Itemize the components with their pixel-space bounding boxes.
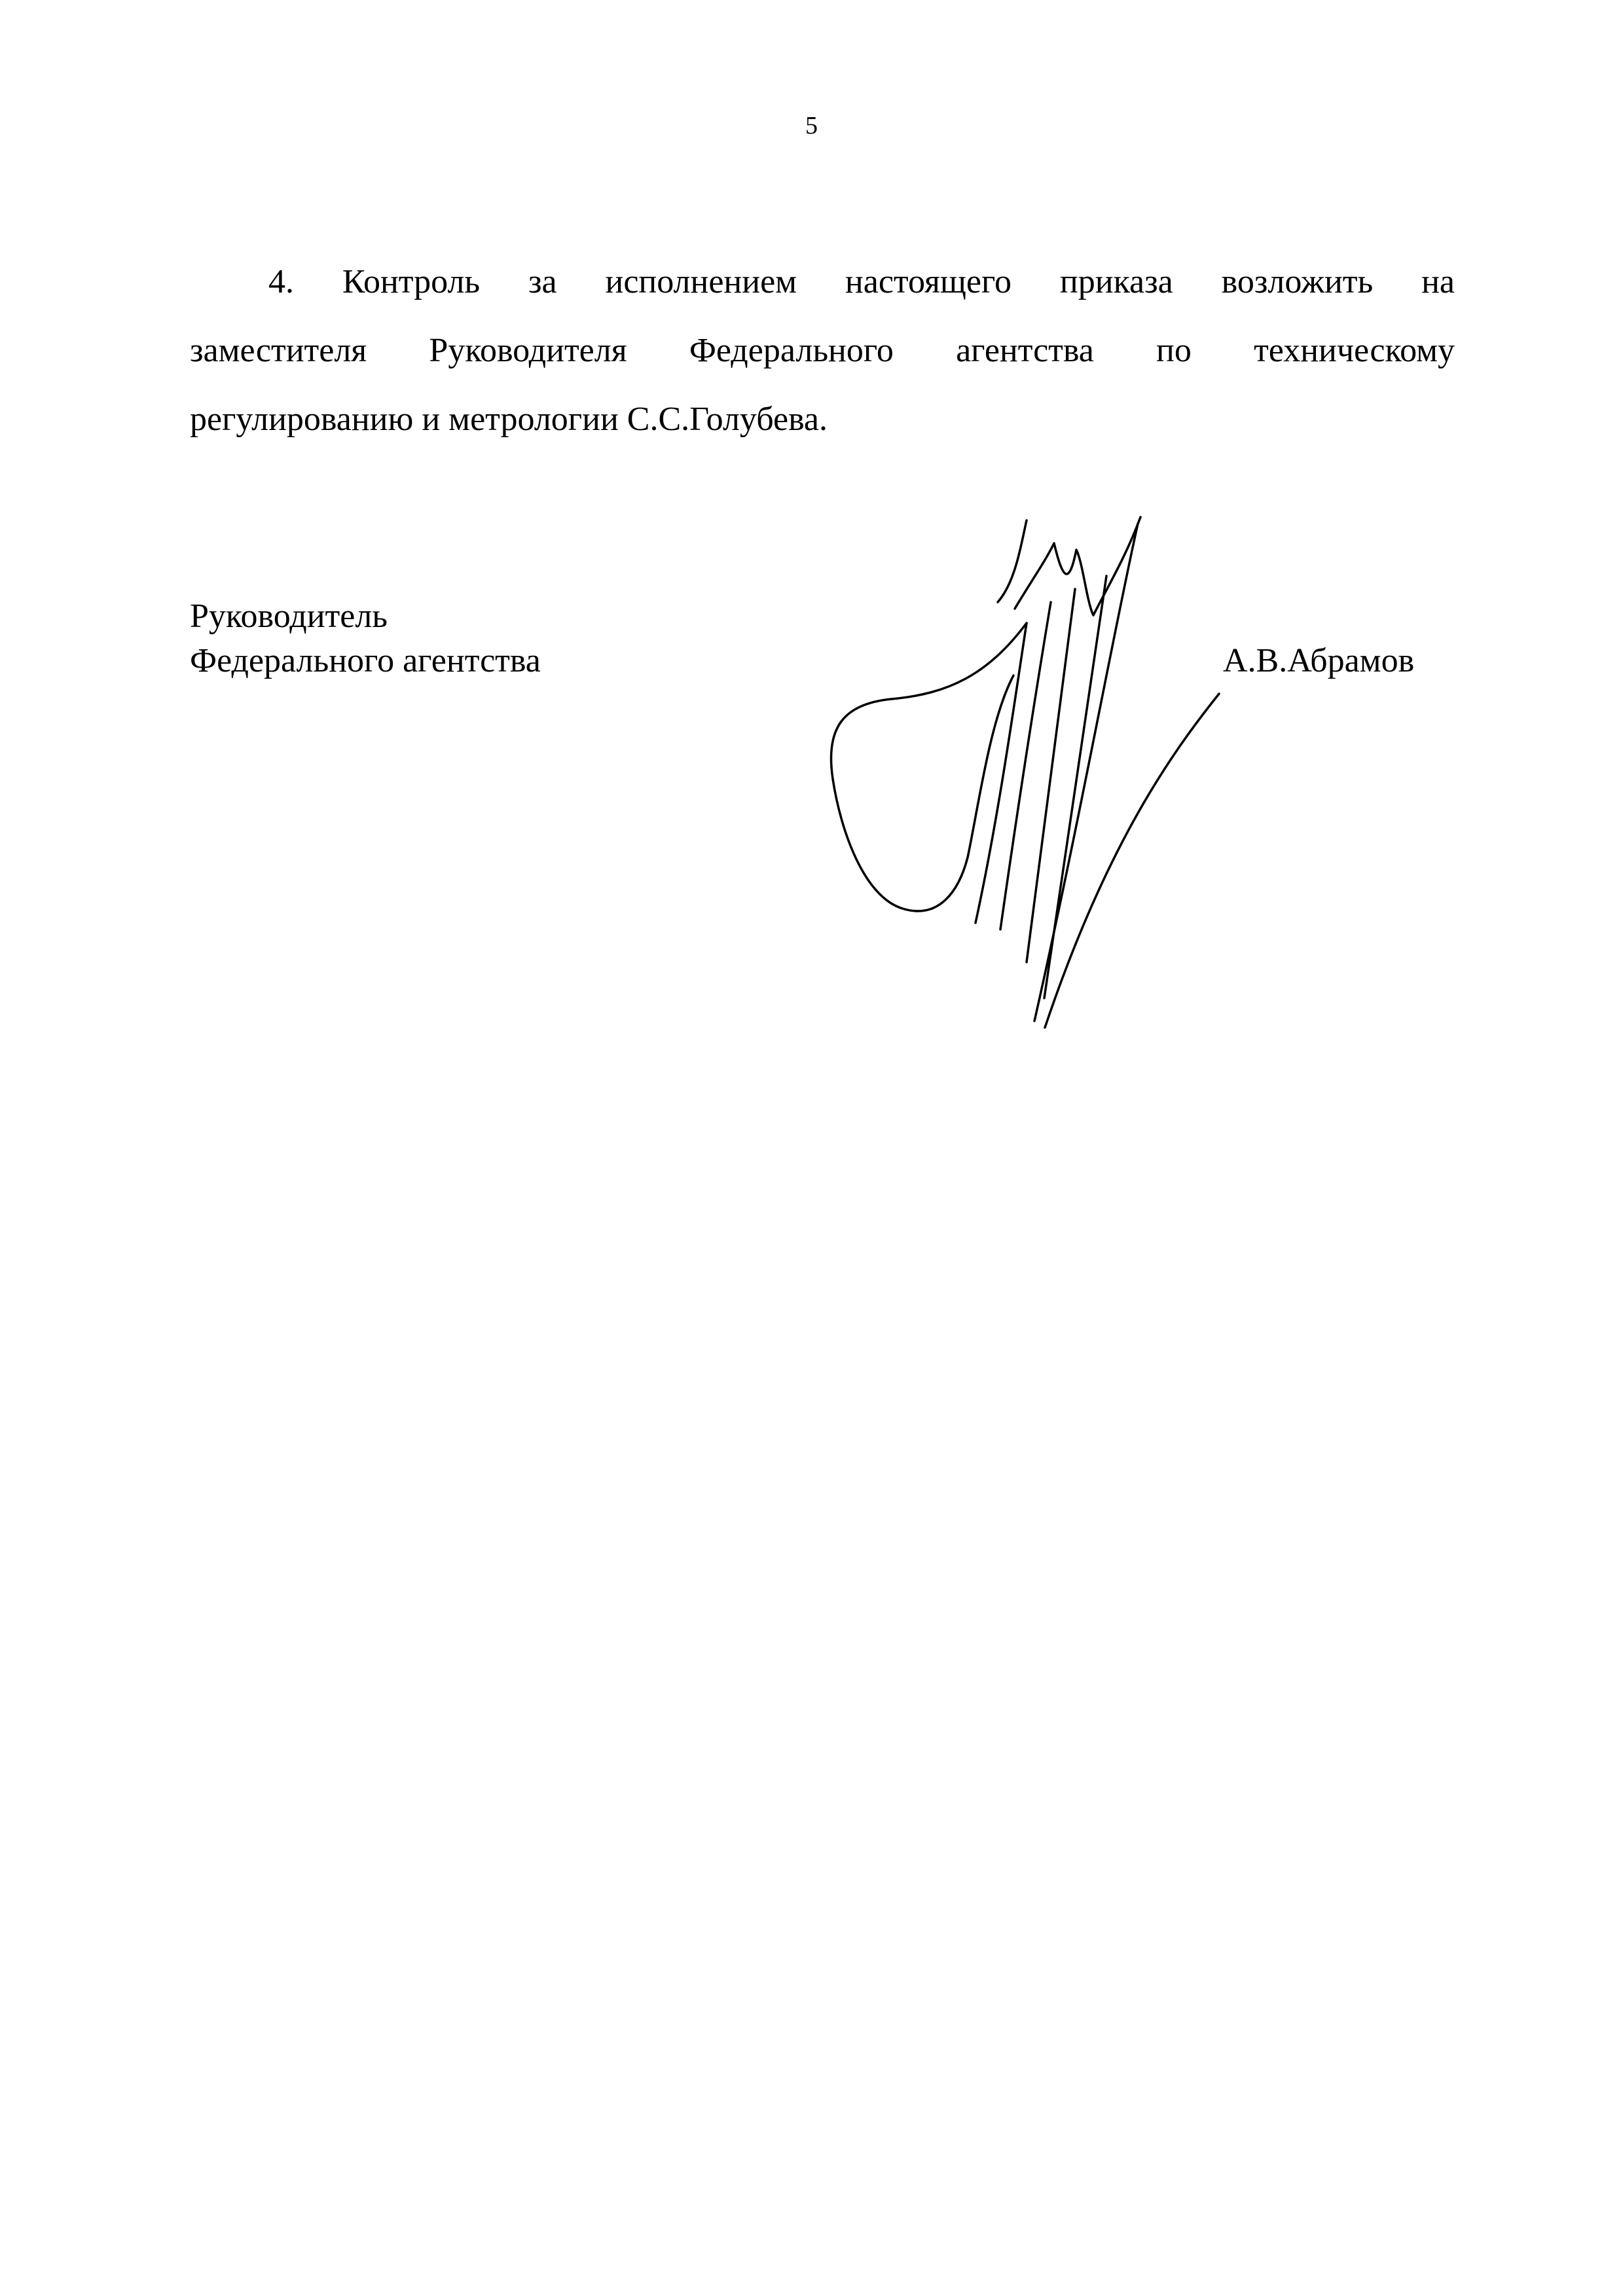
signature-stroke bbox=[1034, 524, 1138, 1021]
page-number: 5 bbox=[805, 112, 818, 139]
signer-title bbox=[190, 594, 541, 683]
paragraph-line: регулированию и метрологии С.С.Голубева. bbox=[190, 401, 828, 438]
signature-stroke bbox=[1027, 589, 1075, 962]
handwritten-signature bbox=[818, 504, 1277, 1047]
paragraph-line: заместителя Руководителя Федерального агентства по техническому bbox=[190, 332, 1455, 369]
order-paragraph bbox=[190, 247, 1455, 454]
paragraph-line: 4. Контроль за исполнением настоящего приказа возложить на bbox=[268, 263, 1455, 300]
signature-stroke bbox=[998, 520, 1027, 602]
signer-organization: Федерального агентства bbox=[190, 642, 541, 679]
signer-position: Руководитель bbox=[190, 598, 388, 635]
signature-stroke bbox=[1000, 602, 1051, 929]
signer-name: А.В.Абрамов bbox=[1223, 642, 1415, 679]
signature-stroke bbox=[831, 623, 1027, 911]
signature-stroke bbox=[1045, 694, 1219, 1028]
